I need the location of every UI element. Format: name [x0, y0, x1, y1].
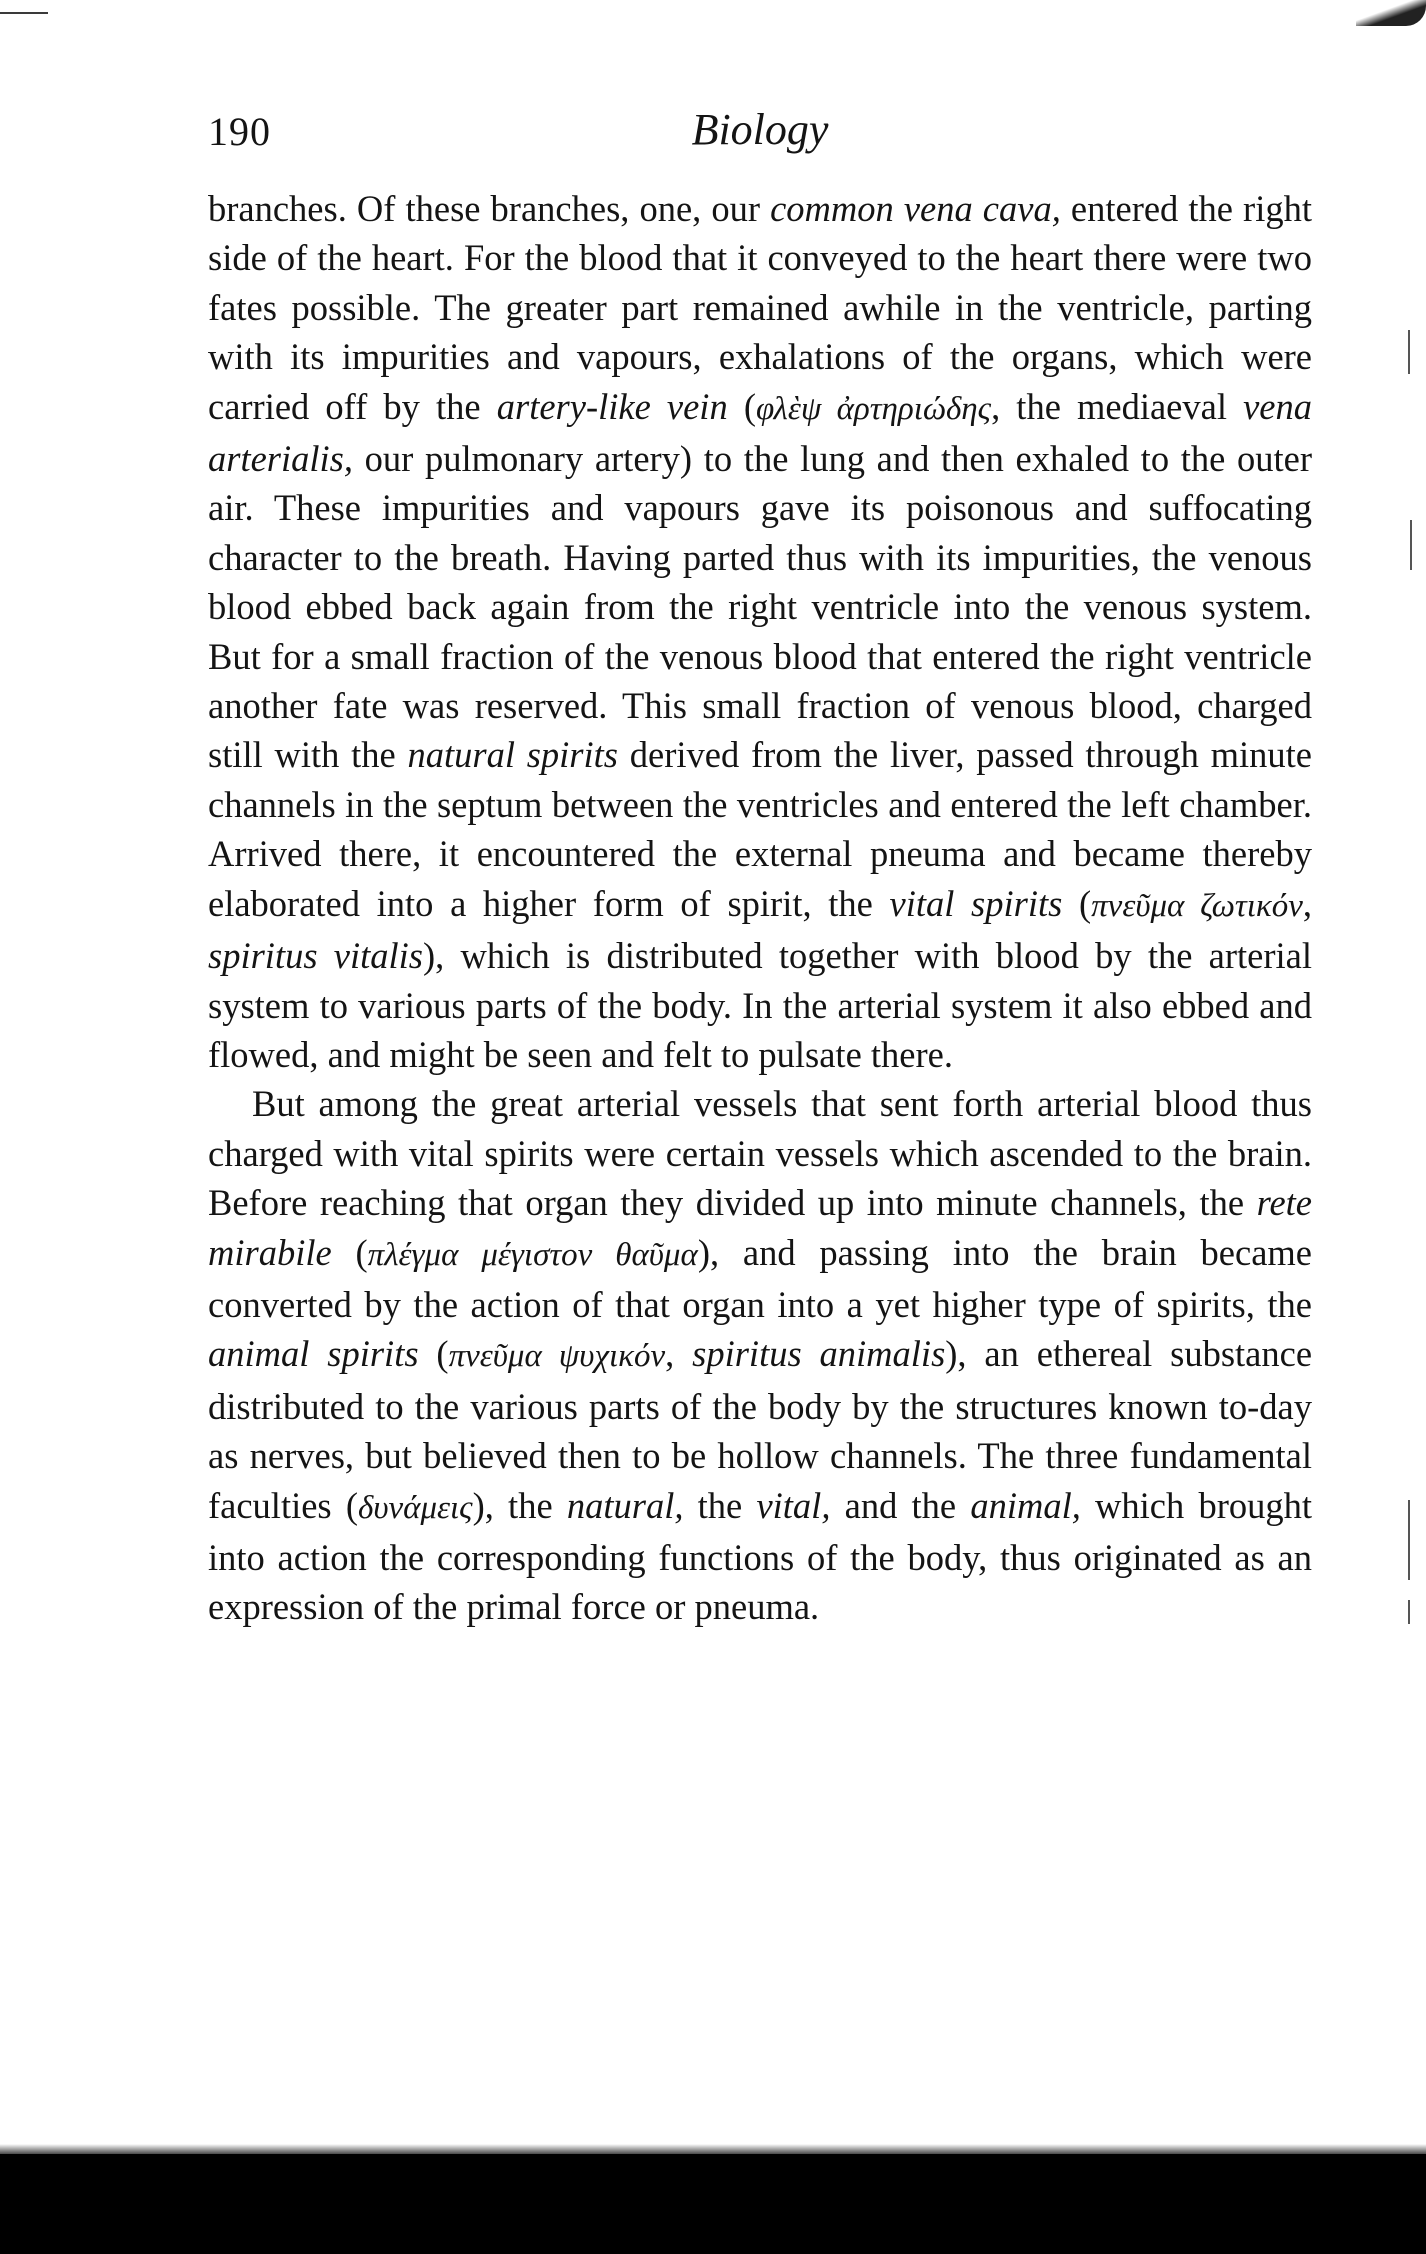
italic-term: spiritus vitalis — [208, 935, 423, 977]
margin-mark — [1408, 330, 1410, 374]
italic-term: natural, — [566, 1484, 684, 1526]
margin-mark — [1410, 520, 1412, 570]
greek-term: δυνάμεις — [357, 1489, 473, 1526]
text-run: ( — [1062, 882, 1092, 924]
text-run: But among the great arterial vessels that sent forth arterial blood thus charged with vital spirits were certain vessels which ascended to the brain. Before reaching that organ they divided up into minute channels, the — [208, 1083, 1312, 1224]
italic-term: animal spirits — [208, 1333, 419, 1375]
text-run: ( — [331, 1231, 368, 1273]
scan-bottom-bar — [0, 2154, 1426, 2254]
paragraph-1 — [208, 184, 1312, 1079]
greek-term: πνεῦμα ψυχικόν — [448, 1338, 666, 1375]
italic-term: common vena cava, — [770, 188, 1061, 229]
margin-mark — [1408, 1500, 1410, 1580]
text-run: branches. Of these branches, one, our — [208, 188, 771, 229]
text-run: , — [1302, 882, 1312, 924]
text-run: the — [683, 1484, 757, 1526]
paragraph-2 — [208, 1079, 1312, 1631]
body-text — [208, 184, 1312, 1632]
italic-term: vena arterialis, — [208, 385, 1312, 480]
text-run: entered the right side of the heart. For the blood that it conveyed to the heart there were two fates possible. The greater part remained awhile in the ventricle, parting with its impurities and vapours, exhalations of the organs, which were carried off by the — [208, 188, 1312, 427]
text-run: ), and passing into the brain became converted by the action of that organ into a yet higher type of spirits, the — [208, 1231, 1313, 1325]
greek-term: φλὲψ ἀρτηριώδης — [755, 390, 992, 427]
italic-term: spiritus animalis — [692, 1333, 946, 1375]
running-head — [208, 100, 1312, 172]
scan-corner-mark — [1356, 0, 1426, 26]
text-run: , the mediaeval — [991, 385, 1244, 427]
text-run: our pulmonary artery) to the lung and then exhaled to the outer air. These impurities and vapours gave its poisonous and suffocating character to the breath. Having parted thus with its impurities, the venous blood ebbed back again from the right ventricle into the venous system. But for a small fraction of the venous blood that entered the right ventricle another fate was reserved. This small fraction of venous blood, charged still with the — [208, 438, 1312, 776]
text-run: ( — [727, 385, 756, 427]
margin-mark — [1408, 1600, 1410, 1624]
italic-term: animal, — [970, 1484, 1081, 1526]
italic-term: artery-like vein — [496, 385, 728, 427]
text-run: , — [665, 1333, 693, 1375]
book-page — [208, 100, 1312, 1632]
text-run: and the — [830, 1484, 971, 1526]
running-title: Biology — [691, 105, 829, 154]
greek-term: πλέγμα μέγιστον θαῦμα — [367, 1236, 698, 1273]
text-run: derived from the liver, passed through minute channels in the septum between the ventricles and entered the left chamber. Arrived there, it encountered the external pneuma and became thereby elaborated into a higher form of spirit, the — [208, 734, 1312, 924]
greek-term: πνεῦμα ζωτικόν — [1091, 887, 1303, 924]
italic-term: natural spirits — [407, 734, 619, 776]
scan-edge-rule — [0, 12, 48, 14]
italic-term: vital, — [756, 1484, 831, 1526]
text-run: ), which is distributed together with blood by the arterial system to various parts of the body. In the arterial system it also ebbed and flowed, and might be seen and felt to pulsate there. — [208, 935, 1312, 1075]
text-run: ( — [418, 1333, 449, 1375]
italic-term: rete mirabile — [208, 1182, 1312, 1273]
italic-term: vital spirits — [889, 882, 1063, 924]
page-number: 190 — [208, 109, 271, 154]
text-run: ), the — [472, 1484, 567, 1526]
text-run: which brought into action the corresponding functions of the body, thus originated as an expression of the primal force or pneuma. — [208, 1484, 1312, 1628]
text-run: ), an ethereal substance distributed to the various parts of the body by the structures known to-day as nerves, but believed then to be hollow channels. The three fundamental faculties ( — [208, 1333, 1313, 1526]
